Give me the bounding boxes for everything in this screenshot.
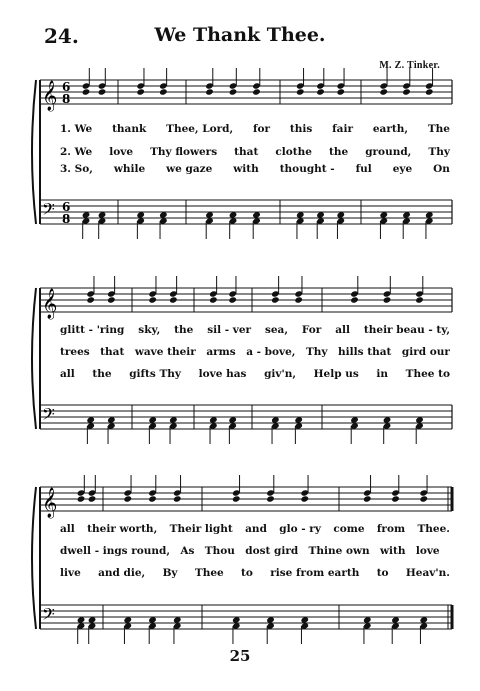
treble-clef-icon: 𝄞	[42, 289, 58, 319]
notehead	[205, 88, 214, 95]
lyric-syllable: the	[328, 146, 349, 158]
notehead	[266, 495, 275, 502]
notehead	[229, 88, 238, 95]
notehead	[336, 88, 345, 95]
lyric-syllable: to	[376, 567, 389, 579]
lyric-syllable: from	[376, 523, 406, 535]
hymn-number: 24.	[44, 24, 79, 48]
lyric-syllable: the	[174, 324, 194, 336]
composer-credit: M. Z. Tinker.	[379, 60, 440, 71]
verse-line	[60, 346, 450, 358]
lyric-syllable: rise from earth	[270, 567, 360, 579]
lyric-syllable: wave their	[134, 346, 196, 358]
notehead	[123, 495, 132, 502]
system-brace-icon	[32, 487, 36, 629]
lyric-syllable: fair	[332, 123, 353, 135]
lyric-syllable: hills that	[338, 346, 392, 358]
lyric-syllable: arms	[206, 346, 236, 358]
lyric-syllable: with	[379, 545, 406, 557]
verse-line	[60, 545, 450, 557]
hymn-title: We Thank Thee.	[154, 24, 326, 46]
notehead	[107, 296, 116, 303]
treble-clef-icon: 𝄞	[42, 81, 58, 111]
notehead	[415, 296, 424, 303]
lyric-syllable: 2. We	[60, 146, 93, 158]
notehead	[402, 88, 411, 95]
lyric-syllable: earth,	[372, 123, 408, 135]
notehead	[148, 495, 157, 502]
bass-clef-icon: 𝄢	[42, 404, 55, 428]
lyric-syllable: Thee.	[417, 523, 450, 535]
lyric-syllable: all	[60, 368, 75, 380]
lyric-syllable: By	[162, 567, 178, 579]
lyric-syllable: eye	[392, 163, 413, 175]
lyric-syllable: dwell - ings round,	[60, 545, 171, 557]
lyric-syllable: sil - ver	[207, 324, 252, 336]
lyric-syllable: we gaze	[166, 163, 213, 175]
lyric-syllable: Thine own	[308, 545, 370, 557]
notehead	[271, 296, 280, 303]
notehead	[159, 88, 168, 95]
lyric-syllable: and die,	[98, 567, 146, 579]
lyric-syllable: in	[376, 368, 389, 380]
lyric-syllable: glo - ry	[279, 523, 321, 535]
verse-line	[60, 163, 450, 175]
lyric-syllable: that	[234, 146, 259, 158]
notehead	[252, 88, 261, 95]
verse-line	[60, 368, 450, 380]
lyric-syllable: dost gird	[245, 545, 299, 557]
time-signature-top: 6	[62, 80, 71, 94]
lyric-syllable: gird our	[401, 346, 450, 358]
lyric-syllable: Thee to	[405, 368, 450, 380]
lyric-syllable: Thou	[204, 545, 235, 557]
verse-line	[60, 567, 450, 579]
lyric-syllable: and	[245, 523, 267, 535]
lyric-syllable: Thee, Lord,	[166, 123, 234, 135]
notehead	[316, 88, 325, 95]
verse-line	[60, 146, 450, 158]
verse-line	[60, 523, 450, 535]
time-signature-bottom: 8	[62, 212, 71, 226]
lyric-syllable: while	[113, 163, 146, 175]
lyric-syllable: for	[253, 123, 271, 135]
lyric-syllable: love	[109, 146, 134, 158]
lyric-syllable: all	[60, 523, 75, 535]
lyric-syllable: trees	[60, 346, 90, 358]
lyric-syllable: thank	[112, 123, 147, 135]
system-brace-icon	[32, 288, 36, 429]
notehead	[88, 495, 97, 502]
lyric-syllable: Heav'n.	[405, 567, 450, 579]
notehead	[86, 296, 95, 303]
notehead	[300, 495, 309, 502]
lyric-syllable: live	[60, 567, 81, 579]
notehead	[82, 88, 91, 95]
notehead	[169, 296, 178, 303]
bass-clef-icon: 𝄢	[42, 604, 55, 628]
page-number: 25	[229, 647, 251, 665]
notehead	[294, 296, 303, 303]
lyric-syllable: come	[333, 523, 365, 535]
lyric-syllable: their beau - ty,	[363, 324, 450, 336]
lyric-syllable: On	[433, 163, 450, 175]
lyric-syllable: ground,	[365, 146, 412, 158]
time-signature-bottom: 8	[62, 92, 71, 106]
lyric-syllable: ful	[355, 163, 372, 175]
lyric-syllable: Their light	[169, 523, 233, 535]
lyric-syllable: The	[427, 123, 450, 135]
lyric-syllable: that	[100, 346, 125, 358]
verse-line	[60, 324, 450, 336]
lyric-syllable: their worth,	[87, 523, 158, 535]
lyric-syllable: For	[301, 324, 322, 336]
lyric-syllable: with	[233, 163, 259, 175]
notehead	[296, 88, 305, 95]
notehead	[77, 495, 86, 502]
notehead	[425, 88, 434, 95]
lyric-syllable: a - bove,	[246, 346, 296, 358]
lyric-syllable: sea,	[264, 324, 289, 336]
notehead	[419, 495, 428, 502]
lyric-syllable: love	[415, 545, 440, 557]
lyric-syllable: love has	[198, 368, 247, 380]
lyric-syllable: clothe	[275, 146, 312, 158]
lyric-syllable: Help us	[313, 368, 359, 380]
notehead	[136, 88, 145, 95]
bass-clef-icon: 𝄢	[42, 199, 55, 223]
lyric-syllable: 3. So,	[60, 163, 93, 175]
lyric-syllable: this	[289, 123, 313, 135]
notehead	[350, 296, 359, 303]
verse-line	[60, 123, 450, 135]
notehead	[363, 495, 372, 502]
notehead	[228, 296, 237, 303]
time-signature-top: 6	[62, 200, 71, 214]
lyric-syllable: to	[241, 567, 253, 579]
lyric-syllable: Thy flowers	[150, 146, 218, 158]
lyric-syllable: 1. We	[60, 123, 93, 135]
lyric-syllable: glitt - 'ring	[60, 324, 125, 336]
system-brace-icon	[32, 80, 36, 224]
notehead	[173, 495, 182, 502]
notehead	[383, 296, 392, 303]
notehead	[209, 296, 218, 303]
notehead	[232, 495, 241, 502]
lyric-syllable: Thee	[194, 567, 224, 579]
notehead	[391, 495, 400, 502]
treble-clef-icon: 𝄞	[42, 488, 58, 518]
lyric-syllable: the	[92, 368, 112, 380]
lyric-syllable: sky,	[138, 324, 161, 336]
lyric-syllable: Thy	[428, 146, 450, 158]
lyric-syllable: thought -	[279, 163, 335, 175]
lyric-syllable: As	[180, 545, 195, 557]
lyric-syllable: giv'n,	[264, 368, 296, 380]
notehead	[148, 296, 157, 303]
lyric-syllable: all	[335, 324, 351, 336]
notehead	[379, 88, 388, 95]
lyric-syllable: gifts Thy	[129, 368, 182, 380]
lyric-syllable: Thy	[305, 346, 328, 358]
notehead	[98, 88, 107, 95]
